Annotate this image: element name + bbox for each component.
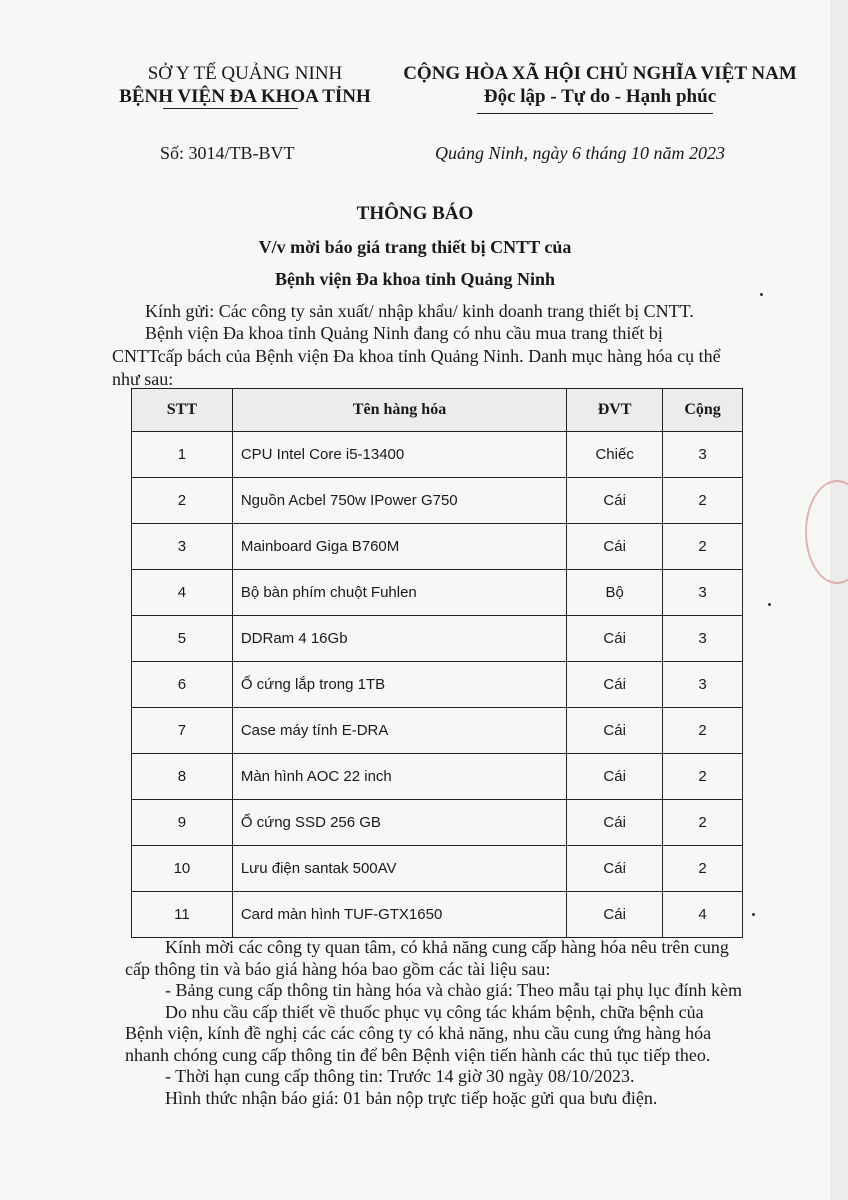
table-row [132,800,743,846]
row-stt: 5 [132,616,233,662]
row-stt: 6 [132,662,233,708]
row-stt: 4 [132,570,233,616]
table-row [132,570,743,616]
row-quantity: 2 [663,846,743,892]
row-unit: Cái [567,754,663,800]
table-row [132,524,743,570]
scan-speck [768,603,771,606]
row-unit: Cái [567,662,663,708]
header-stt: STT [132,389,233,432]
row-unit: Cái [567,478,663,524]
header-item-name: Tên hàng hóa [232,389,566,432]
agency-line-2: BỆNH VIỆN ĐA KHOA TỈNH [119,86,371,107]
row-item-name: Nguồn Acbel 750w IPower G750 [232,478,566,524]
header-unit: ĐVT [567,389,663,432]
row-quantity: 2 [663,524,743,570]
table-row [132,846,743,892]
document-subject-line-1: V/v mời báo giá trang thiết bị CNTT của [258,237,572,257]
row-unit: Cái [567,616,663,662]
row-unit: Cái [567,800,663,846]
row-stt: 1 [132,432,233,478]
closing-paragraph-2: Do nhu cầu cấp thiết về thuốc phục vụ công tác khám bệnh, chữa bệnh của Bệnh viện, kính đề nghị các các công ty có khả năng, nhu cầu cung ứng hàng hóa nhanh chóng cung cấp thông tin để bên Bệnh viện tiến hành các thủ tục tiếp theo. [125,1001,712,1065]
document-subject-line-2: Bệnh viện Đa khoa tỉnh Quảng Ninh [274,269,556,289]
row-stt: 3 [132,524,233,570]
table-header-row [132,389,743,432]
recipient-line: Kính gửi: Các công ty sản xuất/ nhập khẩu/ kinh doanh trang thiết bị CNTT. [145,301,694,321]
table-row [132,892,743,938]
document-title: THÔNG BÁO [356,203,474,224]
goods-table [131,388,743,938]
national-motto [375,62,825,108]
page-edge [830,0,848,1200]
closing-paragraph-3: Hình thức nhận báo giá: 01 bản nộp trực tiếp hoặc gửi qua bưu điện. [165,1087,658,1108]
row-stt: 8 [132,754,233,800]
row-stt: 2 [132,478,233,524]
row-unit: Cái [567,892,663,938]
table-row [132,708,743,754]
table-row [132,662,743,708]
nation-line-1: CỘNG HÒA XÃ HỘI CHỦ NGHĨA VIỆT NAM [403,63,797,84]
row-quantity: 3 [663,616,743,662]
row-item-name: Lưu điện santak 500AV [232,846,566,892]
closing-bullet-2: - Thời hạn cung cấp thông tin: Trước 14 giờ 30 ngày 08/10/2023. [165,1066,635,1086]
table-row [132,432,743,478]
row-quantity: 4 [663,892,743,938]
table-row [132,754,743,800]
row-unit: Cái [567,708,663,754]
row-quantity: 3 [663,432,743,478]
nation-line-2: Độc lập - Tự do - Hạnh phúc [483,86,717,107]
row-unit: Cái [567,846,663,892]
row-stt: 11 [132,892,233,938]
row-quantity: 2 [663,478,743,524]
header-quantity: Cộng [663,389,743,432]
row-stt: 10 [132,846,233,892]
row-unit: Chiếc [567,432,663,478]
row-item-name: Bộ bàn phím chuột Fuhlen [232,570,566,616]
row-item-name: Ổ cứng lắp trong 1TB [232,662,566,708]
closing-paragraph-1: Kính mời các công ty quan tâm, có khả năng cung cấp hàng hóa nêu trên cung cấp thông tin và báo giá hàng hóa bao gồm các tài liệu sau: [125,937,729,979]
row-stt: 7 [132,708,233,754]
row-quantity: 2 [663,708,743,754]
row-unit: Cái [567,524,663,570]
row-quantity: 2 [663,754,743,800]
row-item-name: CPU Intel Core i5-13400 [232,432,566,478]
scan-speck [752,913,755,916]
agency-underline [163,108,298,109]
row-item-name: Ổ cứng SSD 256 GB [232,800,566,846]
agency-header [105,62,385,108]
scan-speck [760,293,763,296]
intro-paragraph: Bệnh viện Đa khoa tỉnh Quảng Ninh đang có nhu cầu mua trang thiết bị CNTTcấp bách của Bệnh viện Đa khoa tỉnh Quảng Ninh. Danh mục hàng hóa cụ thể như sau: [112,323,721,389]
closing-bullet-1: - Bảng cung cấp thông tin hàng hóa và chào giá: Theo mẫu tại phụ lục đính kèm [165,980,743,1000]
row-stt: 9 [132,800,233,846]
row-item-name: DDRam 4 16Gb [232,616,566,662]
row-quantity: 2 [663,800,743,846]
agency-line-1: SỞ Y TẾ QUẢNG NINH [147,63,343,84]
row-unit: Bộ [567,570,663,616]
closing-section [125,937,745,1109]
table-row [132,478,743,524]
row-item-name: Màn hình AOC 22 inch [232,754,566,800]
row-quantity: 3 [663,662,743,708]
document-number: Số: 3014/TB-BVT [160,143,295,163]
place-date: Quảng Ninh, ngày 6 tháng 10 năm 2023 [435,143,725,163]
table-row [132,616,743,662]
nation-underline [477,113,713,114]
row-item-name: Card màn hình TUF-GTX1650 [232,892,566,938]
row-item-name: Mainboard Giga B760M [232,524,566,570]
row-item-name: Case máy tính E-DRA [232,708,566,754]
row-quantity: 3 [663,570,743,616]
